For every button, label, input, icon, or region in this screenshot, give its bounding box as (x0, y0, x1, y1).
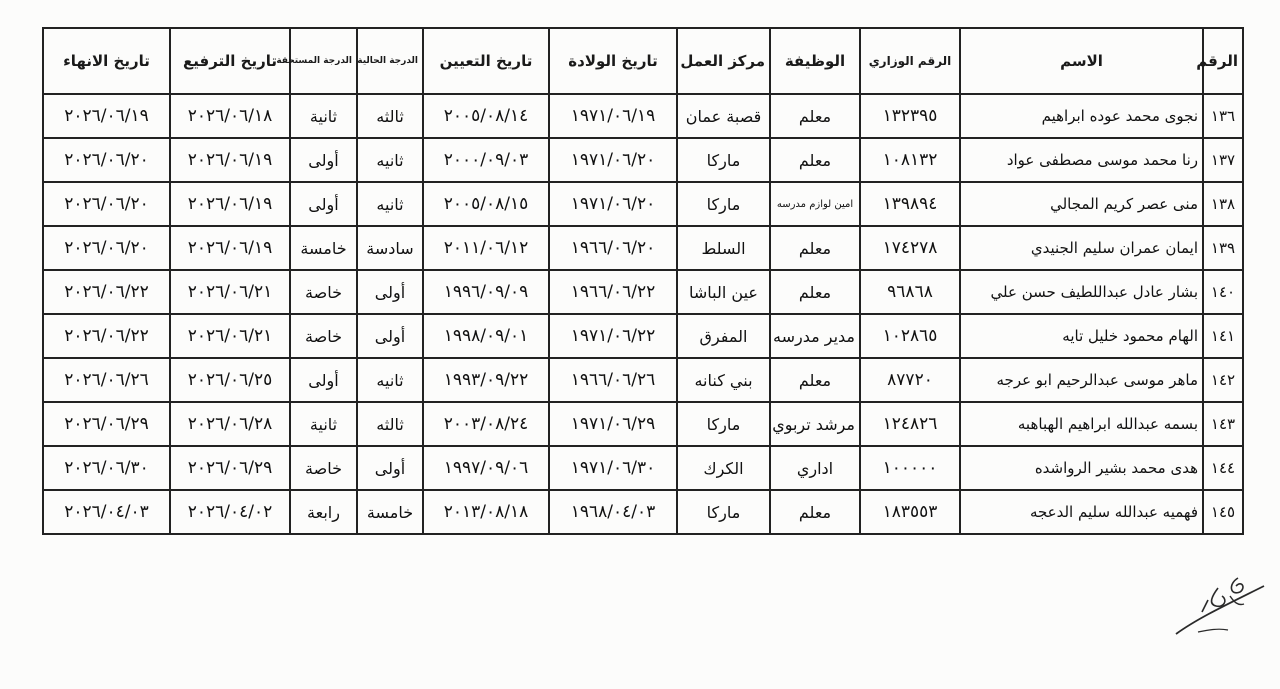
table-row (43, 446, 1243, 490)
cell-end-date: ٢٠٢٦/٠٦/٢٦ (43, 358, 170, 402)
table-row (43, 94, 1243, 138)
cell-workplace: ماركا (677, 138, 770, 182)
cell-birth-date: ١٩٦٦/٠٦/٢٢ (549, 270, 677, 314)
cell-name: رنا محمد موسى مصطفى عواد (960, 138, 1203, 182)
cell-due-grade: رابعة (290, 490, 357, 534)
cell-workplace: ماركا (677, 182, 770, 226)
cell-name: نجوى محمد عوده ابراهيم (960, 94, 1203, 138)
handwritten-signature-icon (1168, 566, 1268, 641)
cell-ministry-no: ١٠٠٠٠٠ (860, 446, 960, 490)
cell-birth-date: ١٩٧١/٠٦/٢٩ (549, 402, 677, 446)
header-end-date: تاريخ الانهاء (43, 28, 170, 94)
cell-end-date: ٢٠٢٦/٠٦/٢٠ (43, 182, 170, 226)
cell-due-grade: أولى (290, 358, 357, 402)
cell-due-grade: أولى (290, 138, 357, 182)
cell-due-grade: أولى (290, 182, 357, 226)
cell-birth-date: ١٩٦٨/٠٤/٠٣ (549, 490, 677, 534)
cell-birth-date: ١٩٧١/٠٦/٢٠ (549, 182, 677, 226)
header-name: الاسم (960, 28, 1203, 94)
cell-birth-date: ١٩٧١/٠٦/٢٢ (549, 314, 677, 358)
cell-promo-date: ٢٠٢٦/٠٦/١٨ (170, 94, 290, 138)
table-row (43, 358, 1243, 402)
cell-end-date: ٢٠٢٦/٠٦/٣٠ (43, 446, 170, 490)
cell-promo-date: ٢٠٢٦/٠٤/٠٢ (170, 490, 290, 534)
cell-name: بشار عادل عبداللطيف حسن علي (960, 270, 1203, 314)
cell-seq: ١٤٥ (1203, 490, 1243, 534)
table-row (43, 138, 1243, 182)
cell-seq: ١٤١ (1203, 314, 1243, 358)
cell-current-grade: ثانيه (357, 182, 423, 226)
table-row (43, 226, 1243, 270)
cell-name: بسمه عبدالله ابراهيم الهباهبه (960, 402, 1203, 446)
header-workplace: مركز العمل (677, 28, 770, 94)
cell-job: مرشد تربوي (770, 402, 860, 446)
cell-end-date: ٢٠٢٦/٠٦/٢٠ (43, 138, 170, 182)
cell-due-grade: ثانية (290, 402, 357, 446)
cell-seq: ١٣٧ (1203, 138, 1243, 182)
cell-job: امين لوازم مدرسه (770, 182, 860, 226)
cell-due-grade: ثانية (290, 94, 357, 138)
cell-current-grade: ثالثه (357, 402, 423, 446)
cell-due-grade: خاصة (290, 446, 357, 490)
cell-current-grade: ثالثه (357, 94, 423, 138)
promotion-table (42, 27, 1244, 535)
cell-seq: ١٤٣ (1203, 402, 1243, 446)
table-row (43, 314, 1243, 358)
cell-current-grade: سادسة (357, 226, 423, 270)
cell-current-grade: أولى (357, 270, 423, 314)
cell-name: هدى محمد بشير الرواشده (960, 446, 1203, 490)
cell-appoint-date: ٢٠٠٣/٠٨/٢٤ (423, 402, 549, 446)
cell-promo-date: ٢٠٢٦/٠٦/٢٥ (170, 358, 290, 402)
cell-due-grade: خامسة (290, 226, 357, 270)
cell-workplace: عين الباشا (677, 270, 770, 314)
cell-workplace: ماركا (677, 402, 770, 446)
cell-promo-date: ٢٠٢٦/٠٦/٢٨ (170, 402, 290, 446)
header-due-grade: الدرجة المستحقة (290, 28, 357, 94)
header-current-grade: الدرجة الحالية (357, 28, 423, 94)
cell-promo-date: ٢٠٢٦/٠٦/١٩ (170, 182, 290, 226)
table-row (43, 182, 1243, 226)
cell-ministry-no: ١٠٨١٣٢ (860, 138, 960, 182)
table-header-row (43, 28, 1243, 94)
cell-appoint-date: ٢٠٠٠/٠٩/٠٣ (423, 138, 549, 182)
header-birth-date: تاريخ الولادة (549, 28, 677, 94)
cell-workplace: قصبة عمان (677, 94, 770, 138)
cell-workplace: الكرك (677, 446, 770, 490)
cell-ministry-no: ٨٧٧٢٠ (860, 358, 960, 402)
table-row (43, 270, 1243, 314)
cell-job: معلم (770, 138, 860, 182)
header-job: الوظيفة (770, 28, 860, 94)
cell-promo-date: ٢٠٢٦/٠٦/١٩ (170, 226, 290, 270)
cell-promo-date: ٢٠٢٦/٠٦/٢١ (170, 270, 290, 314)
cell-job: معلم (770, 490, 860, 534)
cell-job: معلم (770, 270, 860, 314)
header-seq: الرقم (1203, 28, 1243, 94)
header-appoint-date: تاريخ التعيين (423, 28, 549, 94)
cell-end-date: ٢٠٢٦/٠٤/٠٣ (43, 490, 170, 534)
header-ministry-no: الرقم الوزاري (860, 28, 960, 94)
table-row (43, 402, 1243, 446)
cell-end-date: ٢٠٢٦/٠٦/٢٢ (43, 270, 170, 314)
cell-seq: ١٣٨ (1203, 182, 1243, 226)
cell-birth-date: ١٩٧١/٠٦/٢٠ (549, 138, 677, 182)
cell-seq: ١٤٢ (1203, 358, 1243, 402)
cell-appoint-date: ٢٠٠٥/٠٨/١٥ (423, 182, 549, 226)
cell-appoint-date: ١٩٩٧/٠٩/٠٦ (423, 446, 549, 490)
cell-seq: ١٤٤ (1203, 446, 1243, 490)
cell-name: ايمان عمران سليم الجنيدي (960, 226, 1203, 270)
cell-workplace: السلط (677, 226, 770, 270)
cell-seq: ١٣٩ (1203, 226, 1243, 270)
table-body (43, 94, 1243, 534)
cell-name: منى عصر كريم المجالي (960, 182, 1203, 226)
cell-name: ماهر موسى عبدالرحيم ابو عرجه (960, 358, 1203, 402)
cell-name: فهميه عبدالله سليم الدعجه (960, 490, 1203, 534)
cell-ministry-no: ٩٦٨٦٨ (860, 270, 960, 314)
cell-ministry-no: ١٢٤٨٢٦ (860, 402, 960, 446)
cell-birth-date: ١٩٧١/٠٦/٣٠ (549, 446, 677, 490)
cell-birth-date: ١٩٦٦/٠٦/٢٠ (549, 226, 677, 270)
cell-ministry-no: ١٨٣٥٥٣ (860, 490, 960, 534)
cell-end-date: ٢٠٢٦/٠٦/٢٩ (43, 402, 170, 446)
cell-appoint-date: ٢٠٠٥/٠٨/١٤ (423, 94, 549, 138)
cell-current-grade: أولى (357, 314, 423, 358)
cell-end-date: ٢٠٢٦/٠٦/١٩ (43, 94, 170, 138)
table-row (43, 490, 1243, 534)
cell-current-grade: خامسة (357, 490, 423, 534)
cell-end-date: ٢٠٢٦/٠٦/٢٠ (43, 226, 170, 270)
cell-job: معلم (770, 94, 860, 138)
cell-promo-date: ٢٠٢٦/٠٦/١٩ (170, 138, 290, 182)
cell-appoint-date: ١٩٩٦/٠٩/٠٩ (423, 270, 549, 314)
cell-due-grade: خاصة (290, 314, 357, 358)
cell-job: معلم (770, 226, 860, 270)
cell-current-grade: ثانيه (357, 358, 423, 402)
cell-job: مدير مدرسه (770, 314, 860, 358)
cell-ministry-no: ١٧٤٢٧٨ (860, 226, 960, 270)
cell-appoint-date: ٢٠١١/٠٦/١٢ (423, 226, 549, 270)
cell-birth-date: ١٩٧١/٠٦/١٩ (549, 94, 677, 138)
cell-workplace: ماركا (677, 490, 770, 534)
cell-current-grade: أولى (357, 446, 423, 490)
cell-promo-date: ٢٠٢٦/٠٦/٢١ (170, 314, 290, 358)
cell-job: اداري (770, 446, 860, 490)
cell-birth-date: ١٩٦٦/٠٦/٢٦ (549, 358, 677, 402)
cell-ministry-no: ١٣٩٨٩٤ (860, 182, 960, 226)
cell-ministry-no: ١٠٢٨٦٥ (860, 314, 960, 358)
cell-end-date: ٢٠٢٦/٠٦/٢٢ (43, 314, 170, 358)
cell-job: معلم (770, 358, 860, 402)
cell-appoint-date: ١٩٩٨/٠٩/٠١ (423, 314, 549, 358)
cell-appoint-date: ١٩٩٣/٠٩/٢٢ (423, 358, 549, 402)
header-promo-date: تاريخ الترفيع (170, 28, 290, 94)
cell-name: الهام محمود خليل تايه (960, 314, 1203, 358)
cell-current-grade: ثانيه (357, 138, 423, 182)
cell-seq: ١٤٠ (1203, 270, 1243, 314)
cell-workplace: بني كنانه (677, 358, 770, 402)
cell-appoint-date: ٢٠١٣/٠٨/١٨ (423, 490, 549, 534)
cell-promo-date: ٢٠٢٦/٠٦/٢٩ (170, 446, 290, 490)
cell-due-grade: خاصة (290, 270, 357, 314)
cell-ministry-no: ١٣٢٣٩٥ (860, 94, 960, 138)
cell-workplace: المفرق (677, 314, 770, 358)
cell-seq: ١٣٦ (1203, 94, 1243, 138)
